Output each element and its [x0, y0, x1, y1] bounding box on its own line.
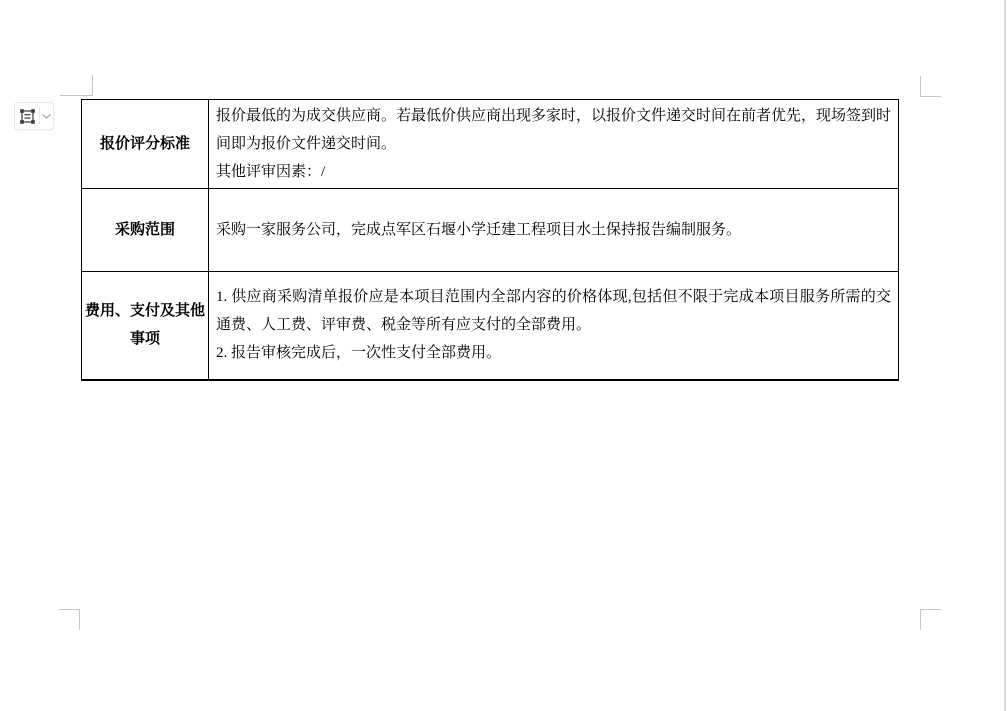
- row-content-cell[interactable]: [209, 272, 899, 380]
- page-edge-line: [1004, 0, 1006, 711]
- margin-mark-bottom-right: [920, 609, 941, 630]
- margin-mark-top-right: [920, 76, 941, 97]
- chevron-down-icon: [41, 113, 52, 120]
- row-content-cell[interactable]: [209, 189, 899, 272]
- margin-mark-bottom-left: [59, 609, 80, 630]
- row-header-cell[interactable]: 费用、支付及其他事项: [82, 272, 209, 380]
- paragraph: 2. 报告审核完成后，一次性支付全部费用。: [216, 345, 502, 362]
- table-row-fees-payment: [82, 272, 899, 380]
- paragraph: 采购一家服务公司，完成点军区石堰小学迁建工程项目水土保持报告编制服务。: [216, 222, 742, 238]
- table-tool-button[interactable]: [14, 102, 54, 130]
- table-row-procurement-scope: [82, 189, 899, 272]
- paragraph: 报价最低的为成交供应商。若最低价供应商出现多家时，以报价文件递交时间在前者优先，现场签到时间即为报价文件递交时间。: [216, 108, 892, 152]
- row-content-cell[interactable]: [209, 100, 899, 189]
- margin-mark-top-left: [60, 75, 93, 96]
- row-header-cell[interactable]: 报价评分标准: [82, 100, 209, 189]
- document-table: [81, 99, 899, 381]
- paragraph: 其他评审因素：/: [216, 164, 326, 180]
- table-select-icon[interactable]: [15, 103, 39, 129]
- row-header-cell[interactable]: 采购范围: [82, 189, 209, 272]
- table-tool-dropdown[interactable]: [40, 103, 53, 129]
- paragraph: 1. 供应商采购清单报价应是本项目范围内全部内容的价格体现,包括但不限于完成本项目服务所需的交通费、人工费、评审费、税金等所有应支付的全部费用。: [216, 289, 891, 334]
- table-row-quotation-criteria: [82, 100, 899, 189]
